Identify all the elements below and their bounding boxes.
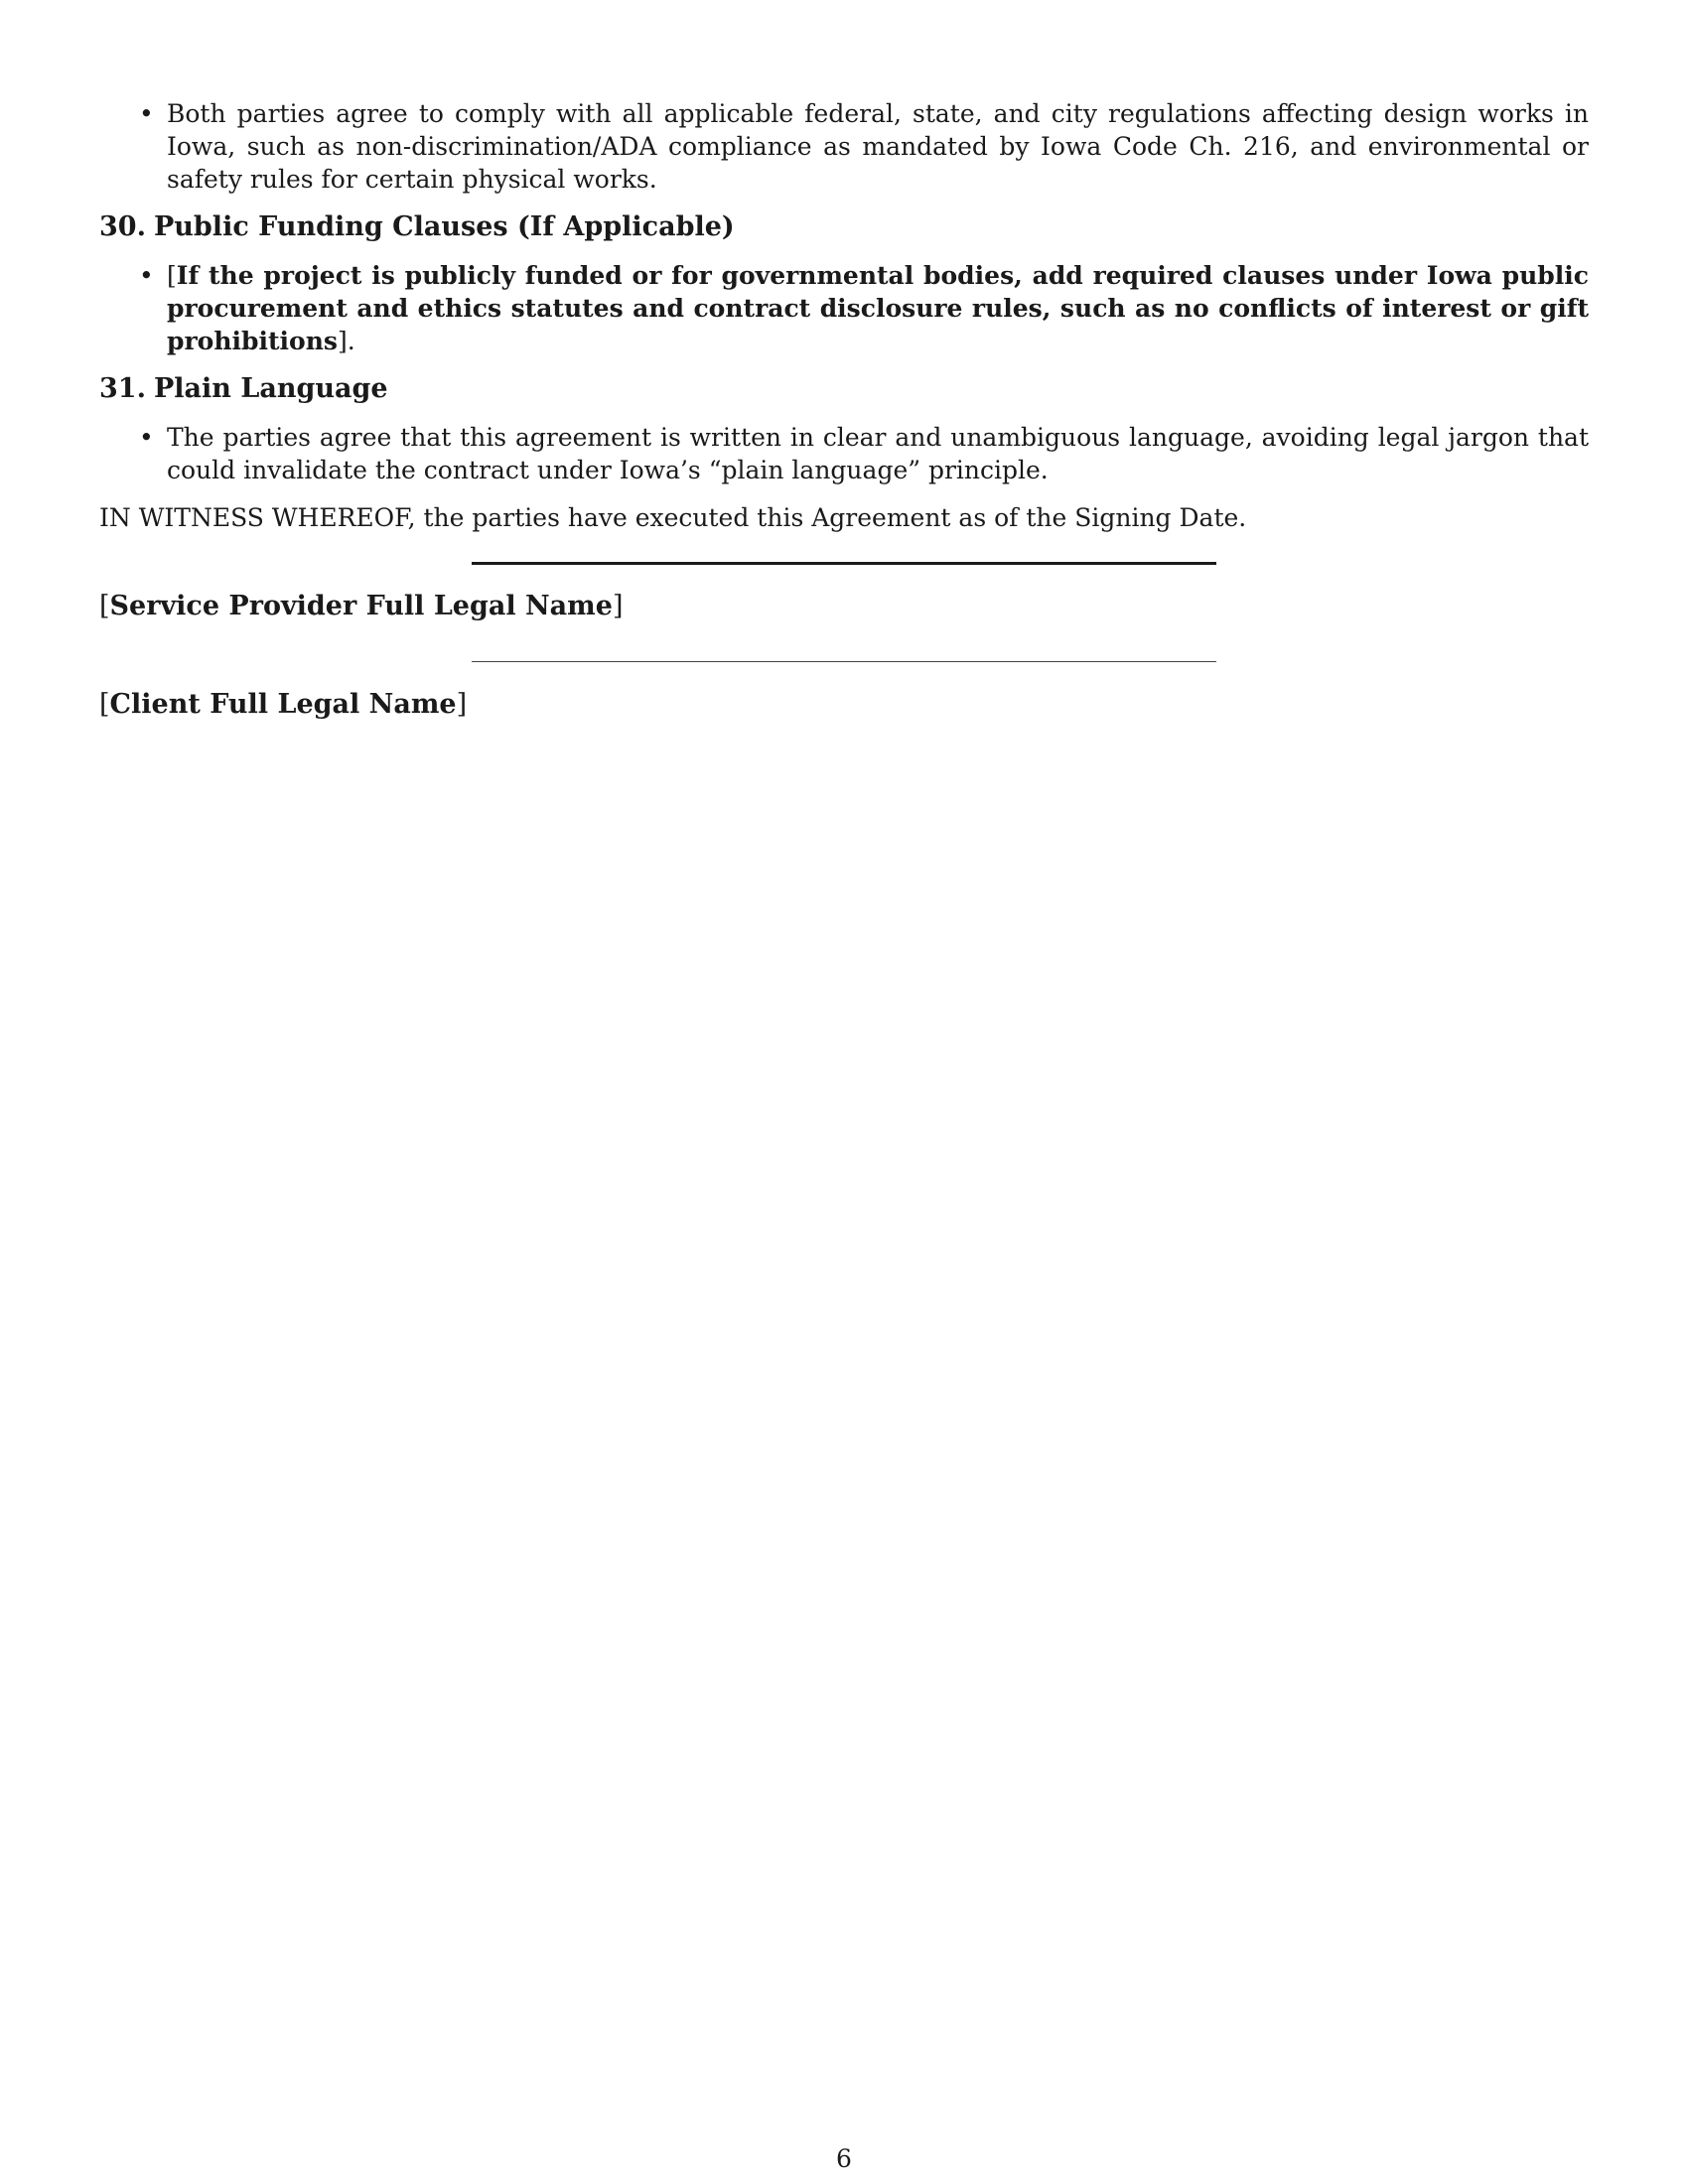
section-30-number: 30. [99,211,146,242]
section-31-title: Plain Language [154,373,388,404]
intro-bullet-list [99,97,1589,196]
provider-name-label: [Service Provider Full Legal Name] [99,591,624,621]
section-31-number: 31. [99,373,146,404]
document-page [99,97,1589,720]
plain-language-bullet: • The parties agree that this agreement is written in clear and unambiguous language, avoiding legal jargon that could invalidate the contract under Iowa’s “plain language” principle. [167,421,1589,486]
compliance-bullet: • Both parties agree to comply with all applicable federal, state, and city regulations affecting design works in Iowa, such as non-discrimination/ADA compliance as mandated by Iowa Code Ch. 216, and environmental or safety rules for certain physical works. [167,97,1589,196]
public-funding-bracket-open: [ [167,261,177,290]
page-number: 6 [836,2144,852,2173]
public-funding-bracket-close: ]. [337,327,355,355]
client-name-label: [Client Full Legal Name] [99,689,468,720]
public-funding-bullet [167,259,1589,357]
witness-statement: IN WITNESS WHEREOF, the parties have executed this Agreement as of the Signing Date. [99,503,1247,532]
section-30-title: Public Funding Clauses (If Applicable) [154,211,735,242]
section-31-heading [99,372,1589,406]
public-funding-placeholder: If the project is publicly funded or for governmental bodies, add required clauses under Iowa public procurement and ethics statutes and contract disclosure rules, such as no conflicts of interest or gift prohibitions [167,261,1589,355]
client-signature-line[interactable] [472,661,1216,662]
section-31-list [99,421,1589,486]
provider-signature-line[interactable] [472,562,1216,565]
section-30-list [99,259,1589,357]
client-name: Client Full Legal Name [109,689,457,720]
section-30-heading [99,210,1589,244]
provider-name: Service Provider Full Legal Name [109,591,613,621]
